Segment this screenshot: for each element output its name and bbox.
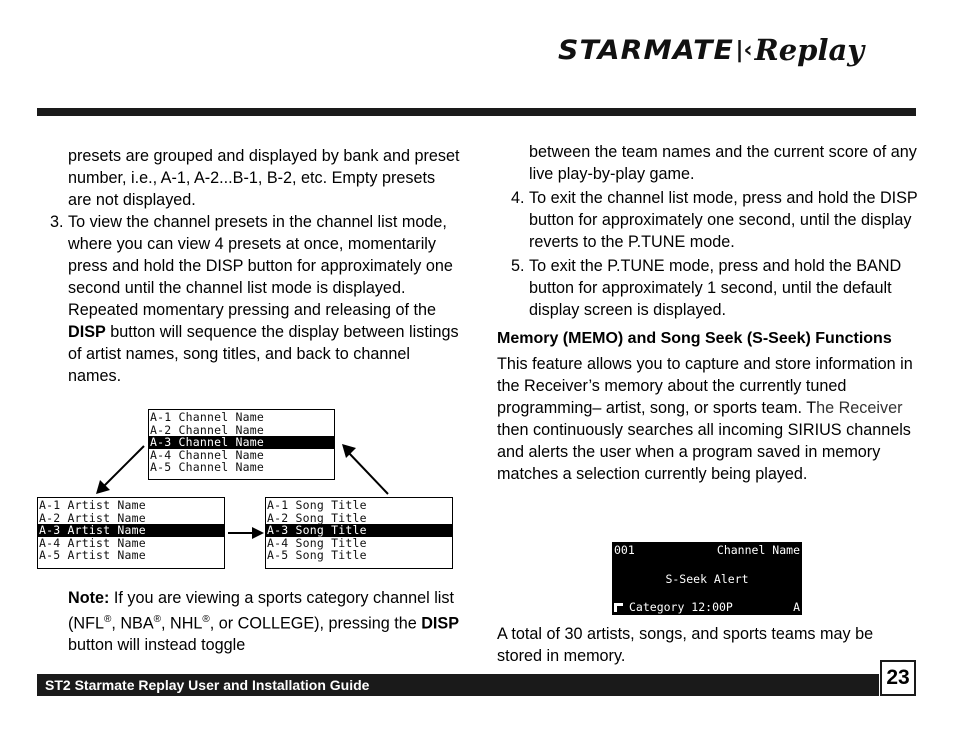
note-text: , NHL: [161, 614, 203, 633]
step-4-text: To exit the channel list mode, press and hold the DISP button for approximately one second, until the display reverts to the P.TUNE mode.: [529, 189, 918, 251]
section-heading: Memory (MEMO) and Song Seek (S-Seek) Functions: [497, 330, 892, 347]
footer-bar: [37, 674, 879, 696]
seek-bottom-row: [614, 600, 800, 614]
step-3-text-a: To view the channel presets in the channel list mode, where you can view 4 presets at once, momentarily press and hold the DISP button for approximately one second until the channel list mode is displayed. Repeated momentary pressing and releasing of the: [68, 213, 453, 319]
memo-text: he Receiver: [816, 399, 903, 417]
screen-row: A-4 Artist Name: [39, 535, 146, 550]
channel-list-screen: [148, 409, 335, 480]
step-3: [50, 211, 460, 387]
note-label: Note:: [68, 589, 110, 607]
screen-row-selected: A-3 Channel Name: [149, 436, 334, 449]
seek-alert-text: S-Seek Alert: [665, 572, 749, 586]
step-5-text: To exit the P.TUNE mode, press and hold the BAND button for approximately 1 second, until the default display screen is displayed.: [529, 257, 902, 319]
step-5-number: 5.: [511, 257, 525, 275]
s-seek-alert-screen: [612, 542, 802, 615]
brand-logo: [558, 30, 864, 70]
memo-text: This feature allows you to capture and store information in the Receiver’s memory about the currently tuned programming– artist, song, or sports team. T: [497, 355, 913, 417]
step-5: [497, 255, 922, 321]
left-column: [50, 145, 460, 387]
logo-starmate-text: STARMATE: [558, 34, 734, 66]
memo-text: then continuously searches all incoming SIRIUS channels and alerts the user when a program saved in memory matches a selection currently being played.: [497, 421, 911, 483]
seek-top-row: [614, 543, 800, 557]
artist-list-screen: [37, 497, 225, 569]
step-3-text-b: button will sequence the display between listings of artist names, song titles, and back to channel names.: [68, 323, 459, 385]
arrow-song-to-channel-icon: [338, 440, 398, 500]
note-text: button will instead toggle: [68, 636, 246, 655]
screen-row: A-2 Song Title: [267, 510, 367, 525]
screen-row: A-5 Song Title: [267, 548, 367, 563]
song-list-screen: [265, 497, 453, 569]
continued-paragraph: between the team names and the current score of any live play-by-play game.: [529, 143, 917, 183]
presets-paragraph: presets are grouped and displayed by bank and preset number, i.e., A-1, A-2...B-1, B-2, etc. Empty presets are not displayed.: [68, 147, 460, 209]
note-bold: DISP: [421, 614, 460, 633]
screen-row: A-2 Channel Name: [150, 422, 264, 437]
seek-category: Category 12:00P: [629, 600, 733, 614]
signal-icon: [614, 603, 623, 612]
step-4: [497, 187, 922, 253]
logo-replay-text: Replay: [754, 33, 865, 67]
seek-bank: A: [793, 600, 800, 614]
screen-row: A-2 Artist Name: [39, 510, 146, 525]
screen-row: A-4 Song Title: [267, 535, 367, 550]
memo-paragraph: [497, 353, 922, 485]
footer-title: ST2 Starmate Replay User and Installation Guide: [45, 677, 370, 693]
registered-mark: ®: [153, 614, 162, 625]
screen-row: A-1 Channel Name: [150, 410, 264, 424]
registered-mark: ®: [103, 614, 112, 625]
screen-row: A-4 Channel Name: [150, 447, 264, 462]
logo-separator-icon: |‹: [735, 37, 753, 63]
screen-row: A-5 Artist Name: [39, 548, 146, 563]
seek-channel-name: Channel Name: [716, 543, 800, 557]
step-4-number: 4.: [511, 189, 525, 207]
arrow-channel-to-artist-icon: [90, 440, 150, 500]
registered-mark: ®: [202, 614, 210, 625]
screen-row-selected: A-3 Artist Name: [38, 524, 224, 537]
screen-row: A-1 Song Title: [267, 498, 367, 512]
seek-channel-number: 001: [614, 543, 635, 557]
arrow-artist-to-song-icon: [228, 526, 264, 540]
note-text: If you are viewing a sports category channel list (NFL: [68, 589, 454, 633]
page-number: 23: [880, 660, 916, 696]
note-text: , or COLLEGE), pressing the: [209, 614, 422, 633]
total-paragraph: A total of 30 artists, songs, and sports teams may be stored in memory.: [497, 625, 874, 665]
note-paragraph: [68, 587, 463, 656]
screen-row: A-1 Artist Name: [39, 498, 146, 512]
right-column: [497, 141, 922, 485]
screen-row: A-5 Channel Name: [150, 460, 264, 475]
step-3-number: 3.: [50, 213, 64, 231]
note-text: , NBA: [111, 614, 154, 633]
header-rule: [37, 108, 916, 116]
screen-row-selected: A-3 Song Title: [266, 524, 452, 537]
step-3-bold: DISP: [68, 323, 106, 341]
